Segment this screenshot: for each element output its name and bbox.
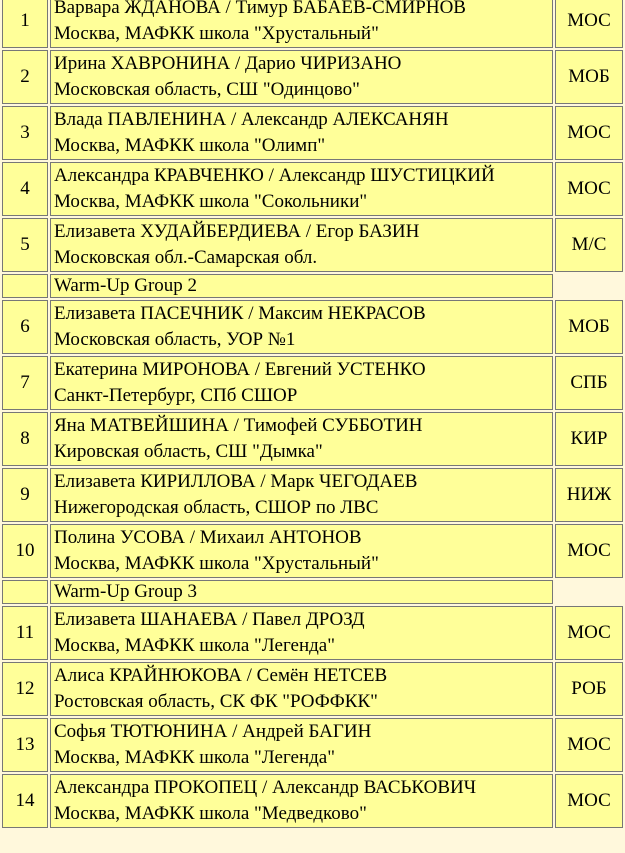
pair-names: Алиса КРАЙНЮКОВА / Семён НЕТСЕВ bbox=[54, 665, 388, 686]
pair-names: Елизавета КИРИЛЛОВА / Марк ЧЕГОДАЕВ bbox=[54, 471, 418, 492]
start-number: 3 bbox=[2, 106, 48, 160]
club-name: Санкт-Петербург, СПб СШОР bbox=[54, 385, 298, 406]
entry-row bbox=[2, 524, 623, 578]
entry-row bbox=[2, 0, 623, 48]
club-name: Московская область, СШ "Одинцово" bbox=[54, 79, 360, 100]
start-number: 14 bbox=[2, 774, 48, 828]
warmup-group-label: Warm-Up Group 2 bbox=[50, 274, 553, 298]
warmup-group-label: Warm-Up Group 3 bbox=[50, 580, 553, 604]
entry-row bbox=[2, 162, 623, 216]
region-code: СПБ bbox=[555, 356, 623, 410]
region-code: МОС bbox=[555, 162, 623, 216]
region-code: МОС bbox=[555, 606, 623, 660]
club-name: Москва, МАФКК школа "Хрустальный" bbox=[54, 553, 379, 574]
region-code: МОС bbox=[555, 0, 623, 48]
club-name: Москва, МАФКК школа "Сокольники" bbox=[54, 191, 368, 212]
group-empty-cell bbox=[555, 274, 623, 298]
region-code: МОС bbox=[555, 524, 623, 578]
group-empty-cell bbox=[2, 580, 48, 604]
region-code: РОБ bbox=[555, 662, 623, 716]
pair-names: Варвара ЖДАНОВА / Тимур БАБАЕВ-СМИРНОВ bbox=[54, 0, 466, 18]
start-number: 7 bbox=[2, 356, 48, 410]
start-number: 2 bbox=[2, 50, 48, 104]
club-name: Московская область, УОР №1 bbox=[54, 329, 296, 350]
club-name: Москва, МАФКК школа "Медведково" bbox=[54, 803, 367, 824]
pair-cell bbox=[50, 300, 553, 354]
club-name: Москва, МАФКК школа "Хрустальный" bbox=[54, 23, 379, 44]
start-number: 9 bbox=[2, 468, 48, 522]
region-code: МОС bbox=[555, 106, 623, 160]
entry-row bbox=[2, 356, 623, 410]
start-number: 13 bbox=[2, 718, 48, 772]
group-empty-cell bbox=[2, 274, 48, 298]
club-name: Московская обл.-Самарская обл. bbox=[54, 247, 318, 268]
region-code: М/С bbox=[555, 218, 623, 272]
start-number: 4 bbox=[2, 162, 48, 216]
pair-names: Елизавета ХУДАЙБЕРДИЕВА / Егор БАЗИН bbox=[54, 221, 420, 242]
pair-names: Яна МАТВЕЙШИНА / Тимофей СУББОТИН bbox=[54, 415, 423, 436]
start-number: 10 bbox=[2, 524, 48, 578]
pair-cell bbox=[50, 0, 553, 48]
region-code: МОБ bbox=[555, 50, 623, 104]
pair-names: Александра КРАВЧЕНКО / Александр ШУСТИЦКИЙ bbox=[54, 165, 495, 186]
club-name: Ростовская область, СК ФК "РОФФКК" bbox=[54, 691, 378, 712]
entry-row bbox=[2, 218, 623, 272]
pair-names: Елизавета ПАСЕЧНИК / Максим НЕКРАСОВ bbox=[54, 303, 426, 324]
pair-names: Софья ТЮТЮНИНА / Андрей БАГИН bbox=[54, 721, 372, 742]
pair-names: Полина УСОВА / Михаил АНТОНОВ bbox=[54, 527, 362, 548]
region-code: МОБ bbox=[555, 300, 623, 354]
start-number: 6 bbox=[2, 300, 48, 354]
start-number: 8 bbox=[2, 412, 48, 466]
entry-row bbox=[2, 300, 623, 354]
region-code: МОС bbox=[555, 774, 623, 828]
pair-names: Александра ПРОКОПЕЦ / Александр ВАСЬКОВИЧ bbox=[54, 777, 477, 798]
pair-cell bbox=[50, 162, 553, 216]
start-number: 12 bbox=[2, 662, 48, 716]
start-number: 1 bbox=[2, 0, 48, 48]
entry-row bbox=[2, 718, 623, 772]
region-code: МОС bbox=[555, 718, 623, 772]
region-code: КИР bbox=[555, 412, 623, 466]
pair-names: Влада ПАВЛЕНИНА / Александр АЛЕКСАНЯН bbox=[54, 109, 449, 130]
pair-cell bbox=[50, 50, 553, 104]
warmup-group-row bbox=[2, 580, 623, 604]
pair-names: Ирина ХАВРОНИНА / Дарио ЧИРИЗАНО bbox=[54, 53, 402, 74]
pair-cell bbox=[50, 218, 553, 272]
pair-cell bbox=[50, 412, 553, 466]
entry-row bbox=[2, 50, 623, 104]
club-name: Кировская область, СШ "Дымка" bbox=[54, 441, 323, 462]
pair-cell bbox=[50, 718, 553, 772]
start-number: 11 bbox=[2, 606, 48, 660]
club-name: Нижегородская область, СШОР по ЛВС bbox=[54, 497, 379, 518]
pair-cell bbox=[50, 774, 553, 828]
pair-cell bbox=[50, 662, 553, 716]
entry-row bbox=[2, 606, 623, 660]
pair-names: Екатерина МИРОНОВА / Евгений УСТЕНКО bbox=[54, 359, 426, 380]
club-name: Москва, МАФКК школа "Олимп" bbox=[54, 135, 326, 156]
group-empty-cell bbox=[555, 580, 623, 604]
club-name: Москва, МАФКК школа "Легенда" bbox=[54, 635, 335, 656]
entry-row bbox=[2, 412, 623, 466]
entry-row bbox=[2, 662, 623, 716]
pair-names: Елизавета ШАНАЕВА / Павел ДРОЗД bbox=[54, 609, 365, 630]
club-name: Москва, МАФКК школа "Легенда" bbox=[54, 747, 335, 768]
pair-cell bbox=[50, 606, 553, 660]
entries-body bbox=[2, 0, 623, 828]
entry-row bbox=[2, 468, 623, 522]
pair-cell bbox=[50, 356, 553, 410]
warmup-group-row bbox=[2, 274, 623, 298]
pair-cell bbox=[50, 106, 553, 160]
entry-row bbox=[2, 106, 623, 160]
pair-cell bbox=[50, 524, 553, 578]
region-code: НИЖ bbox=[555, 468, 623, 522]
start-number: 5 bbox=[2, 218, 48, 272]
pair-cell bbox=[50, 468, 553, 522]
entry-row bbox=[2, 774, 623, 828]
